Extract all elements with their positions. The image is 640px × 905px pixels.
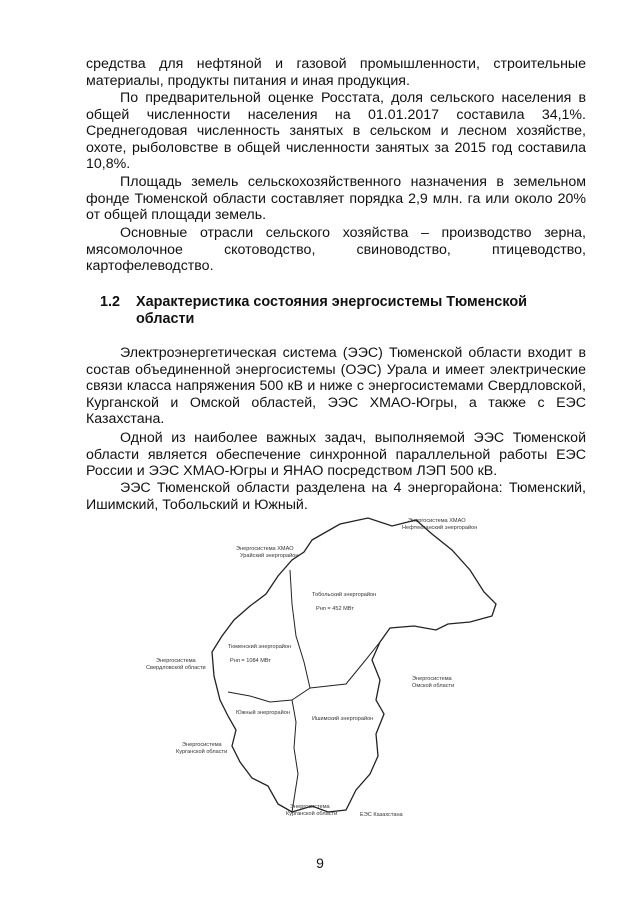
map-label-ishim: Ишимский энергорайон: [312, 716, 374, 722]
paragraph-ees-task: Одной из наиболее важных задач, выполняемой ЭЭС Тюменской области является обеспечение синхронной параллельной работы ЕЭС России и ЭЭС ХМАО-Югры и ЯНАО посредством ЛЭП 500 кВ.: [86, 430, 586, 480]
region-outline: [212, 518, 496, 812]
section-number: 1.2: [100, 294, 121, 310]
map-label-khmao-top-1: Энергосистема ХМАО: [408, 518, 466, 524]
border-tobolsk-ishim: [310, 642, 380, 688]
map-label-sverdl-1: Энергосистема: [156, 658, 196, 664]
paragraph-ees-regions: ЭЭС Тюменской области разделена на 4 энергорайона: Тюменский, Ишимский, Тобольский и Южный.: [86, 480, 586, 513]
map-label-kurgan-w-2: Курганской области: [176, 749, 228, 755]
map-label-tyumen-2: Pнп = 1084 МВт: [230, 658, 271, 664]
border-south-ishim: [292, 700, 298, 812]
paragraph-ees-structure: Электроэнергетическая система (ЭЭС) Тюменской области входит в состав объединенной энергосистемы (ОЭС) Урала и имеет электрические связи класса напряжения 500 кВ и ниже с энергосистемами Свердловской, Курганской и Омской областей, ЭЭС ХМАО-Югры, а также с ЕЭС Казахстана.: [86, 345, 586, 428]
map-label-khmao-top-2: Нефтеюганский энергорайон: [402, 525, 478, 531]
map-label-tobolsk-2: Pнп = 452 МВт: [316, 606, 354, 612]
map-label-khmao-left-1: Энергосистема ХМАО: [236, 546, 294, 552]
map-label-omsk-2: Омской области: [412, 683, 455, 689]
paragraph-farmland: Площадь земель сельскохозяйственного назначения в земельном фонде Тюменской области составляет порядка 2,9 млн. га или около 20% от общей площади земель.: [86, 174, 586, 224]
border-tobolsk-tyumen: [290, 570, 310, 688]
map-label-kurgan-s-2: Курганской области: [286, 811, 338, 817]
map-label-tobolsk-1: Тобольский энергорайон: [312, 592, 377, 598]
map-label-kz: ЕЭС Казахстана: [360, 812, 403, 818]
map-label-kurgan-s-1: Энергосистема: [290, 804, 330, 810]
paragraph-agriculture: Основные отрасли сельского хозяйства – производство зерна, мясомолочное скотоводство, свиноводство, птицеводство, картофелеводство.: [86, 225, 586, 275]
border-tyumen-south: [228, 688, 310, 702]
page-number: 9: [316, 855, 324, 871]
map-label-kurgan-w-1: Энергосистема: [182, 742, 222, 748]
map-label-omsk-1: Энергосистема: [412, 676, 452, 682]
paragraph-rural-population: По предварительной оценке Росстата, доля сельского населения в общей численности населения на 01.01.2017 составила 34,1%. Среднегодовая численность занятых в сельском и лесном хозяйстве, охоте, рыболовстве в общей численности занятых за 2015 год составила 10,8%.: [86, 90, 586, 173]
map-label-sverdl-2: Свердловской области: [146, 665, 206, 671]
paragraph-industry: средства для нефтяной и газовой промышленности, строительные материалы, продукты питания и иная продукция.: [86, 56, 586, 89]
map-label-yuzhny: Южный энергорайон: [236, 710, 290, 716]
map-label-khmao-left-2: Урайский энергорайон: [240, 553, 299, 559]
energy-regions-map: [140, 512, 500, 832]
map-label-tyumen-1: Тюменский энергорайон: [228, 644, 292, 650]
section-title: Характеристика состояния энергосистемы Тюменской области: [136, 294, 527, 327]
